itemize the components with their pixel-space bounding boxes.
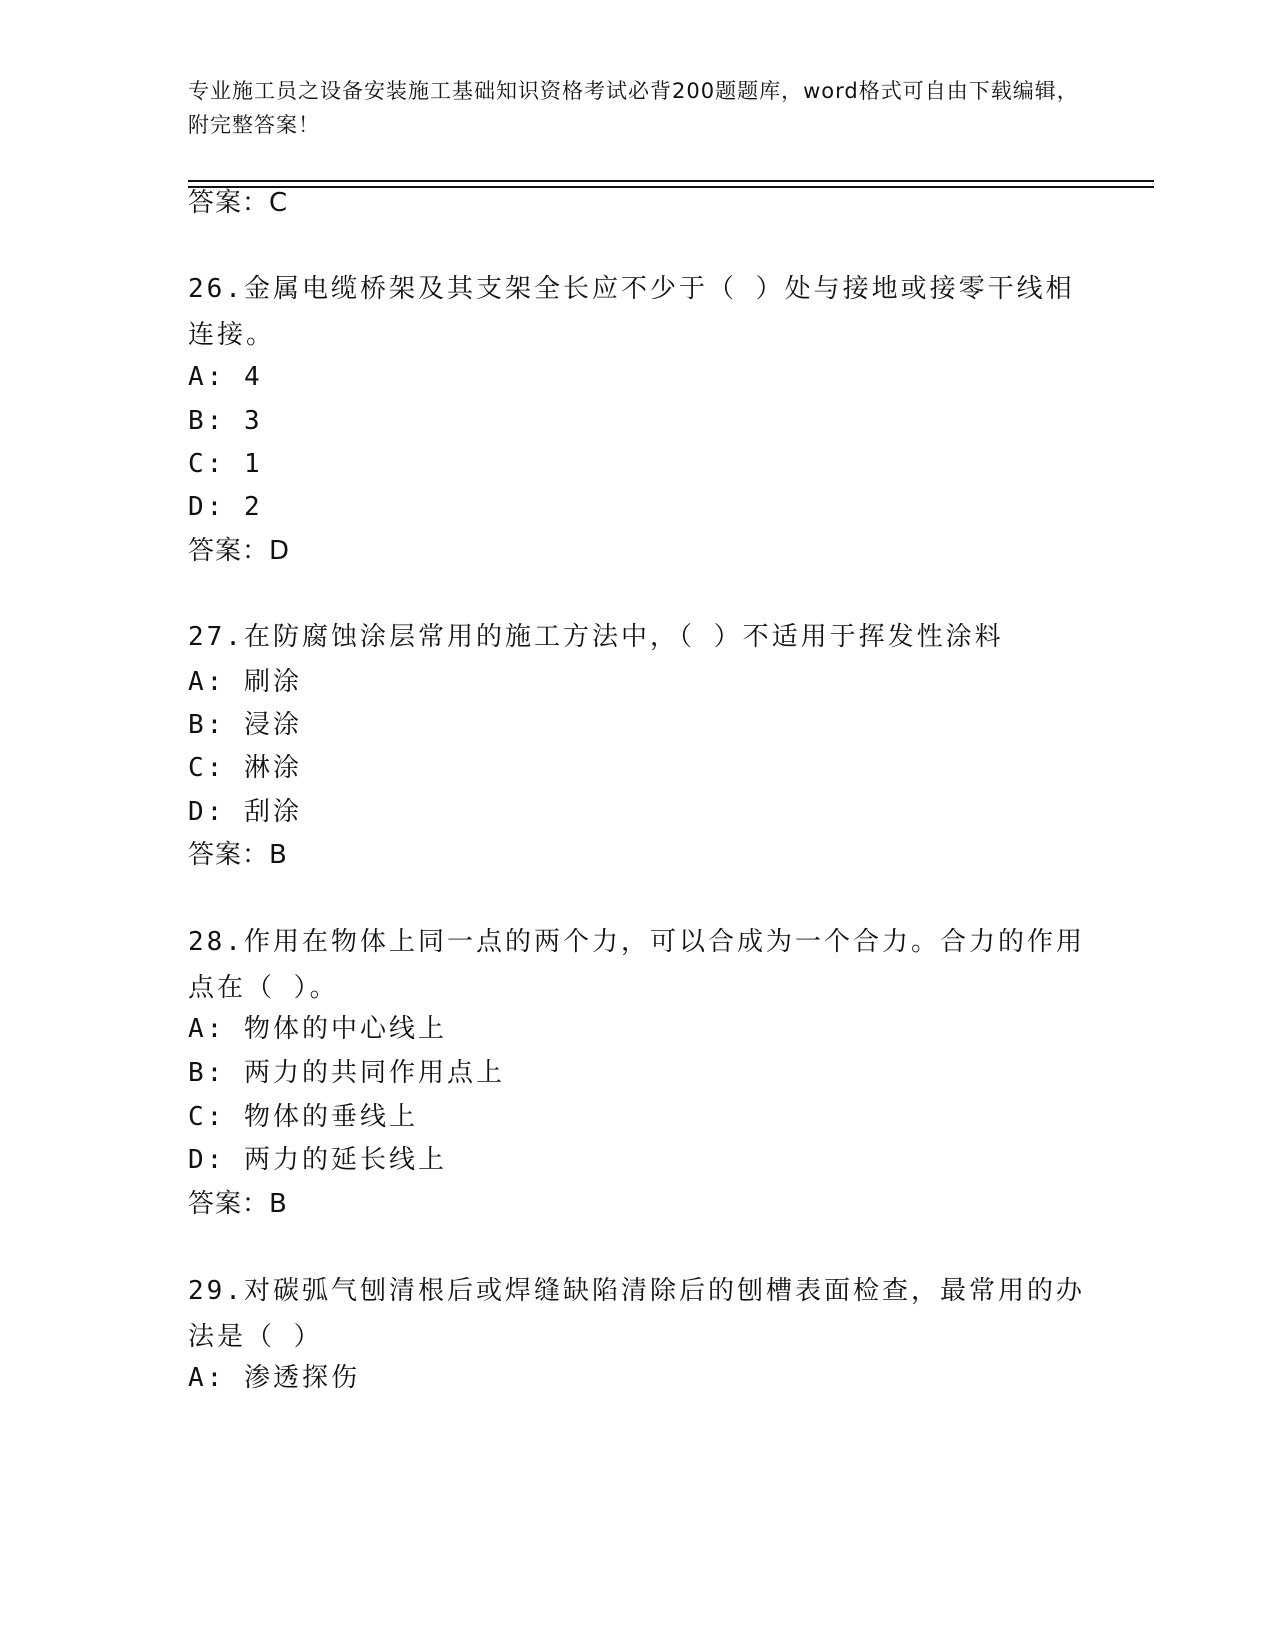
question-29-text: 29.对碳弧气刨清根后或焊缝缺陷清除后的刨槽表面检查，最常用的办法是（ ） bbox=[188, 1276, 1085, 1352]
question-27-text: 27.在防腐蚀涂层常用的施工方法中，（ ）不适用于挥发性涂料 bbox=[188, 622, 1004, 652]
question-28-option-b: B: 两力的共同作用点上 bbox=[188, 1058, 505, 1088]
question-26-option-d: D: 2 bbox=[188, 492, 263, 522]
question-27-option-c: C: 淋涂 bbox=[188, 753, 302, 783]
previous-answer: 答案：C bbox=[188, 188, 289, 218]
question-26-answer: 答案：D bbox=[188, 536, 291, 566]
document-header: 专业施工员之设备安装施工基础知识资格考试必背200题题库，word格式可自由下载编辑，附完整答案！ bbox=[188, 79, 1079, 137]
question-26-option-b: B: 3 bbox=[188, 406, 263, 436]
header-divider-top bbox=[188, 180, 1154, 182]
question-28-text: 28.作用在物体上同一点的两个力，可以合成为一个合力。合力的作用点在（ ）。 bbox=[188, 927, 1085, 1003]
question-26-text: 26.金属电缆桥架及其支架全长应不少于（ ）处与接地或接零干线相连接。 bbox=[188, 274, 1075, 350]
question-27-option-a: A: 刷涂 bbox=[188, 667, 302, 697]
question-28-option-d: D: 两力的延长线上 bbox=[188, 1145, 447, 1175]
question-28-answer: 答案：B bbox=[188, 1189, 288, 1219]
question-29-option-a: A: 渗透探伤 bbox=[188, 1363, 360, 1393]
question-27-option-d: D: 刮涂 bbox=[188, 797, 302, 827]
question-26-option-a: A: 4 bbox=[188, 362, 263, 392]
question-27-answer: 答案：B bbox=[188, 840, 288, 870]
header-divider-bottom bbox=[188, 186, 1154, 188]
question-28-option-c: C: 物体的垂线上 bbox=[188, 1102, 418, 1132]
question-26-option-c: C: 1 bbox=[188, 449, 263, 479]
question-28-option-a: A: 物体的中心线上 bbox=[188, 1014, 447, 1044]
question-27-option-b: B: 浸涂 bbox=[188, 710, 302, 740]
